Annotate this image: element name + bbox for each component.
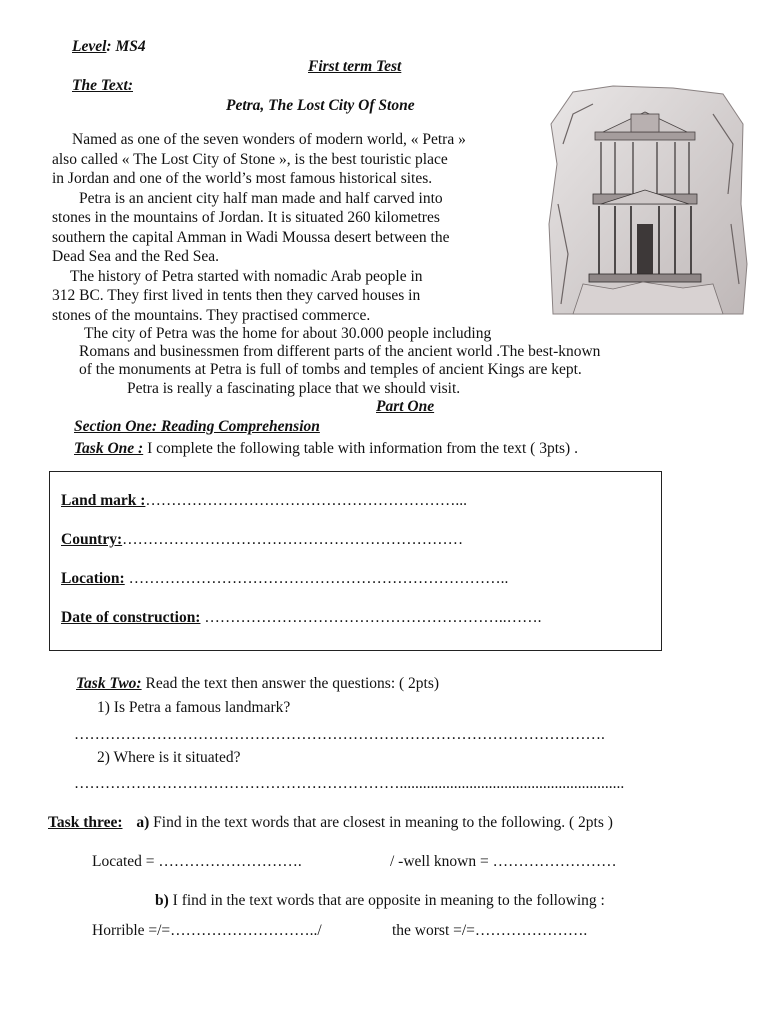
passage-line: Dead Sea and the Red Sea. xyxy=(52,248,219,265)
task-two-text: Read the text then answer the questions: ( 2pts) xyxy=(141,675,440,692)
question-2: 2) Where is it situated? xyxy=(97,749,241,766)
task-one-instruction xyxy=(74,440,578,458)
task-three-instruction xyxy=(48,814,613,832)
passage-line: The city of Petra was the home for about 30.000 people including xyxy=(84,325,492,342)
synonym-well-known[interactable]: / -well known = …………………… xyxy=(390,853,617,870)
date-answer-dots[interactable]: …………………………………………………..……. xyxy=(200,609,542,626)
task-one-text: I complete the following table with information from the text ( 3pts) . xyxy=(143,440,578,457)
date-label: Date of construction: xyxy=(61,609,201,626)
passage-line: Romans and businessmen from different parts of the ancient world .The best-known xyxy=(79,343,601,360)
landmark-label: Land mark : xyxy=(61,492,146,509)
location-answer-dots[interactable]: ……………………………………………………………….. xyxy=(124,570,509,587)
question-1: 1) Is Petra a famous landmark? xyxy=(97,699,291,716)
level-label: Level xyxy=(72,38,107,55)
part-b-instruction xyxy=(155,892,605,910)
level-value: : MS4 xyxy=(106,38,146,55)
passage-line: 312 BC. They first lived in tents then they carved houses in xyxy=(52,287,421,304)
passage-line: southern the capital Amman in Wadi Moussa desert between the xyxy=(52,229,450,246)
petra-treasury-illustration xyxy=(543,84,749,316)
passage-line: in Jordan and one of the world’s most famous historical sites. xyxy=(52,170,433,187)
part-one-heading: Part One xyxy=(376,398,435,415)
text-label: The Text: xyxy=(72,77,133,94)
task-one-label: Task One : xyxy=(74,440,144,457)
section-one-heading: Section One: Reading Comprehension xyxy=(74,418,320,435)
answer-2-dots[interactable]: ……………………………………………………….......................................................... xyxy=(74,775,625,792)
location-label: Location: xyxy=(61,570,125,587)
task-two-instruction xyxy=(76,675,439,693)
part-b-label: b) xyxy=(155,892,169,909)
country-label: Country: xyxy=(61,531,123,548)
passage-line: Petra is really a fascinating place that we should visit. xyxy=(127,380,461,397)
answer-1-dots[interactable]: …………………………………………………………………………………………. xyxy=(74,726,605,743)
part-a-text: Find in the text words that are closest in meaning to the following. ( 2pts ) xyxy=(149,814,613,831)
passage-line: stones of the mountains. They practised commerce. xyxy=(52,307,371,324)
table-row-landmark xyxy=(61,492,467,510)
part-b-text: I find in the text words that are opposite in meaning to the following : xyxy=(168,892,605,909)
passage-title: Petra, The Lost City Of Stone xyxy=(226,97,415,114)
antonym-the-worst[interactable]: the worst =/=…………………. xyxy=(392,922,588,939)
passage-line: stones in the mountains of Jordan. It is situated 260 kilometres xyxy=(52,209,440,226)
passage-line: also called « The Lost City of Stone », is the best touristic place xyxy=(52,151,448,168)
landmark-answer-dots[interactable]: ……………………………………………………... xyxy=(145,492,468,509)
part-a-label: a) xyxy=(136,814,150,831)
level-line xyxy=(72,38,146,56)
passage-line: Named as one of the seven wonders of modern world, « Petra » xyxy=(72,131,466,148)
passage-line: The history of Petra started with nomadic Arab people in xyxy=(70,268,423,285)
test-title: First term Test xyxy=(308,58,402,75)
task-three-label: Task three: xyxy=(48,814,123,831)
info-table xyxy=(49,471,662,651)
table-row-date xyxy=(61,609,541,627)
country-answer-dots[interactable]: ………………………………………………………… xyxy=(122,531,464,548)
table-row-country xyxy=(61,531,463,549)
antonym-horrible[interactable]: Horrible =/=………………………../ xyxy=(92,922,322,939)
table-row-location xyxy=(61,570,508,588)
synonym-located[interactable]: Located = ………………………. xyxy=(92,853,302,870)
task-two-label: Task Two: xyxy=(76,675,142,692)
passage-line: Petra is an ancient city half man made and half carved into xyxy=(79,190,443,207)
passage-line: of the monuments at Petra is full of tombs and temples of ancient Kings are kept. xyxy=(79,361,582,378)
